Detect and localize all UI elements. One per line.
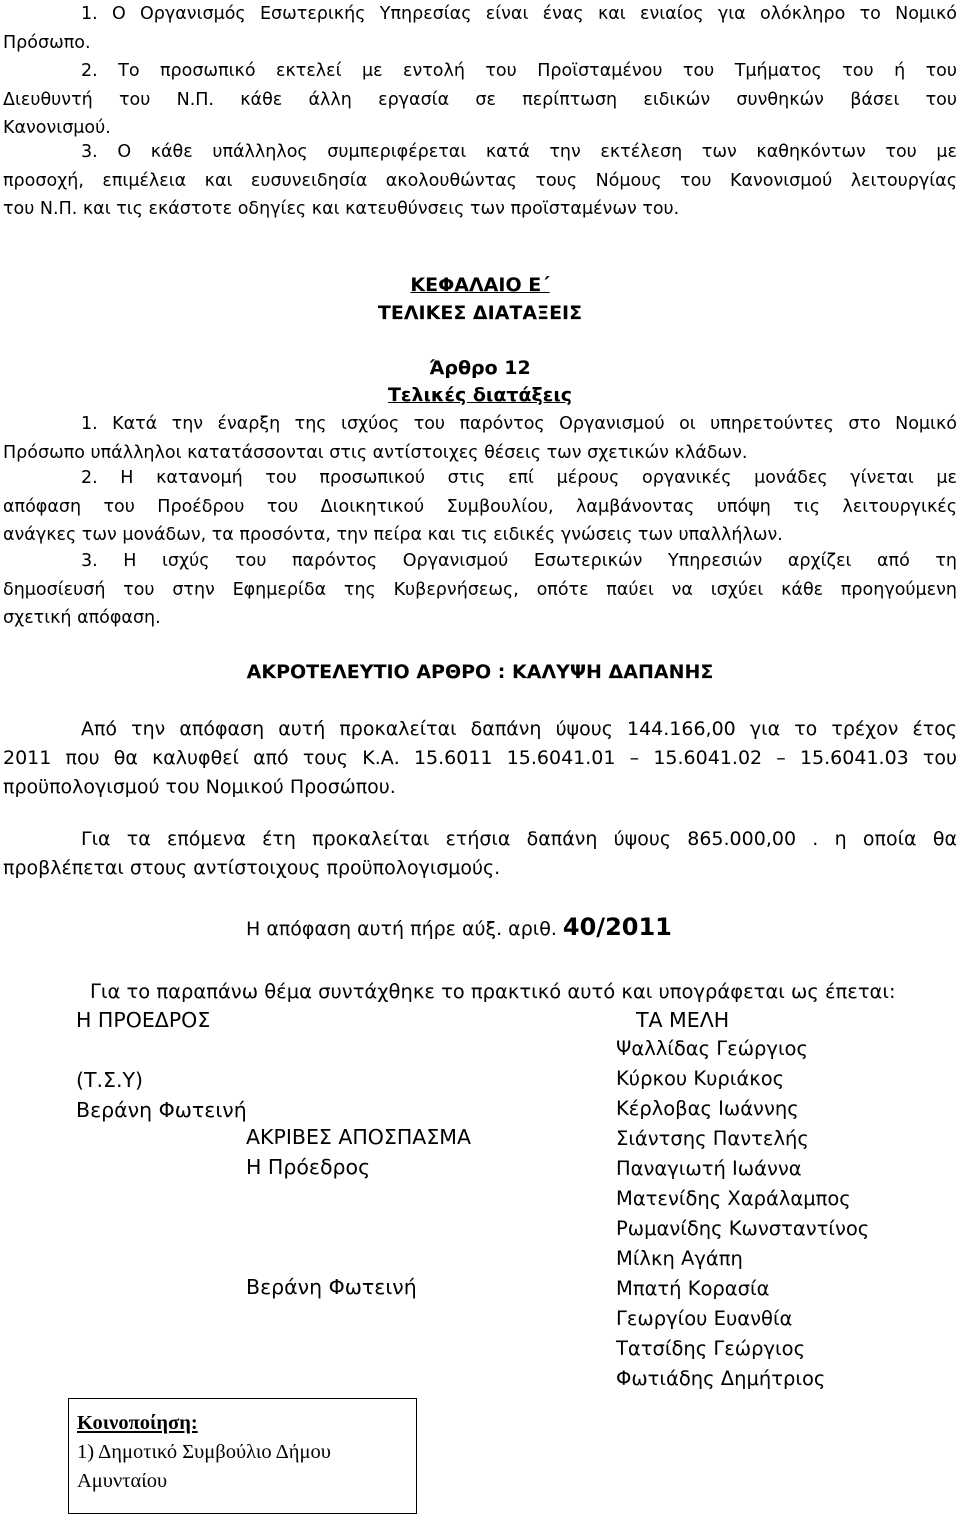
article-paragraph-1 <box>3 410 957 467</box>
text-line: Από την απόφαση αυτή προκαλείται δαπάνη ύψους 144.166,00 για το τρέχον έτος <box>81 718 957 740</box>
article-number: Άρθρο 12 <box>429 357 531 379</box>
member-name: Κέρλοβας Ιωάννης <box>616 1097 799 1120</box>
member-name: Ψαλλίδας Γεώργιος <box>616 1037 808 1060</box>
text-line: Πρόσωπο υπάλληλοι κατατάσσονται στις αντίστοιχες θέσεις των σχετικών κλάδων. <box>3 442 748 463</box>
decision-number: 40/2011 <box>562 913 672 941</box>
member-name: Σιάντσης Παντελής <box>616 1127 809 1150</box>
members-title: ΤΑ ΜΕΛΗ <box>636 1008 730 1032</box>
member-name: Ρωμανίδης Κωνσταντίνος <box>616 1217 870 1240</box>
notification-box <box>68 1398 417 1514</box>
final-article-paragraph-2 <box>3 825 957 883</box>
member-name: Μίλκη Αγάπη <box>616 1247 743 1270</box>
chapter-title: ΚΕΦΑΛΑΙΟ Ε΄ <box>410 274 550 296</box>
text-line: σχετική απόφαση. <box>3 608 161 629</box>
decision-line <box>246 910 672 946</box>
text-line: απόφαση του Προέδρου του Διοικητικού Συμβουλίου, λαμβάνοντας υπόψη τις λειτουργικές <box>3 496 957 517</box>
paragraph-top-2 <box>3 57 957 143</box>
text-line: Διευθυντή του Ν.Π. κάθε άλλη εργασία σε περίπτωση ειδικών συνθηκών βάσει του <box>3 89 957 110</box>
final-article-title: ΑΚΡΟΤΕΛΕΥΤΙΟ ΑΡΘΡΟ : ΚΑΛΥΨΗ ΔΑΠΑΝΗΣ <box>246 661 714 683</box>
president-name-2: Βεράνη Φωτεινή <box>246 1275 417 1299</box>
president-title: Η ΠΡΟΕΔΡΟΣ <box>76 1008 211 1032</box>
text-line: δημοσίευσή του στην Εφημερίδα της Κυβερνήσεως, οπότε παύει να ισχύει κάθε προηγούμενη <box>3 579 957 600</box>
notification-line: Αμυνταίου <box>77 1470 168 1492</box>
paragraph-top-3 <box>3 138 957 224</box>
notification-line: 1) Δημοτικό Συμβούλιο Δήμου <box>77 1441 331 1463</box>
text-line: προϋπολογισμού του Νομικού Προσώπου. <box>3 776 396 798</box>
president-name: Βεράνη Φωτεινή <box>76 1098 247 1122</box>
member-name: Γεωργίου Ευανθία <box>616 1307 793 1330</box>
article-title: Τελικές διατάξεις <box>387 384 573 406</box>
tsy-label: (Τ.Σ.Υ) <box>76 1068 144 1092</box>
member-name: Τατσίδης Γεώργιος <box>616 1337 806 1360</box>
text-line: 2. Το προσωπικό εκτελεί με εντολή του Προϊσταμένου του Τμήματος του ή του <box>81 61 957 81</box>
text-line: προσοχή, επιμέλεια και ευσυνειδησία ακολουθώντας τους Νόμους του Κανονισμού λειτουργίας <box>3 170 957 191</box>
signatures-intro: Για το παραπάνω θέμα συντάχθηκε το πρακτικό αυτό και υπογράφεται ως έπεται: <box>90 980 896 1003</box>
member-name: Παναγιωτή Ιωάννα <box>616 1157 802 1180</box>
text-line: 2. Η κατανομή του προσωπικού στις επί μέρους οργανικές μονάδες γίνεται με <box>81 468 957 488</box>
text-line: 2011 που θα καλυφθεί από τους Κ.Α. 15.6011 15.6041.01 – 15.6041.02 – 15.6041.03 του <box>3 747 957 769</box>
text-line: 1. Ο Οργανισμός Εσωτερικής Υπηρεσίας είναι ένας και ενιαίος για ολόκληρο το Νομικό <box>81 4 957 24</box>
member-name: Ματενίδης Χαράλαμπος <box>616 1187 851 1210</box>
text-line: προβλέπεται στους αντίστοιχους προϋπολογισμούς. <box>3 857 501 879</box>
exact-copy-label: ΑΚΡΙΒΕΣ ΑΠΟΣΠΑΣΜΑ <box>246 1125 471 1149</box>
text-line: Κανονισμού. <box>3 118 111 139</box>
article-paragraph-3 <box>3 547 957 633</box>
text-line: Πρόσωπο. <box>3 32 91 53</box>
paragraph-top-1 <box>3 0 957 57</box>
chapter-subtitle: ΤΕΛΙΚΕΣ ΔΙΑΤΑΞΕΙΣ <box>377 302 583 324</box>
the-president-label: Η Πρόεδρος <box>246 1155 371 1179</box>
text-line: του Ν.Π. και τις εκάστοτε οδηγίες και κατευθύνσεις των προϊσταμένων του. <box>3 199 680 220</box>
text-line: 3. Η ισχύς του παρόντος Οργανισμού Εσωτερικών Υπηρεσιών αρχίζει από τη <box>81 551 957 571</box>
member-name: Μπατή Κορασία <box>616 1277 770 1300</box>
text-line: ανάγκες των μονάδων, τα προσόντα, την πείρα και τις ειδικές γνώσεις των υπαλλήλων. <box>3 525 783 546</box>
article-paragraph-2 <box>3 464 957 550</box>
decision-label: Η απόφαση αυτή πήρε αύξ. αριθ. <box>246 918 557 940</box>
text-line: 1. Κατά την έναρξη της ισχύος του παρόντος Οργανισμού οι υπηρετούντες στο Νομικό <box>81 414 957 434</box>
final-article-paragraph-1 <box>3 715 957 802</box>
text-line: Για τα επόμενα έτη προκαλείται ετήσια δαπάνη ύψους 865.000,00 . η οποία θα <box>81 828 957 850</box>
text-line: 3. Ο κάθε υπάλληλος συμπεριφέρεται κατά την εκτέλεση των καθηκόντων του με <box>81 142 957 162</box>
notification-title: Κοινοποίηση: <box>77 1412 198 1434</box>
member-name: Κύρκου Κυριάκος <box>616 1067 785 1090</box>
member-name: Φωτιάδης Δημήτριος <box>616 1367 826 1390</box>
